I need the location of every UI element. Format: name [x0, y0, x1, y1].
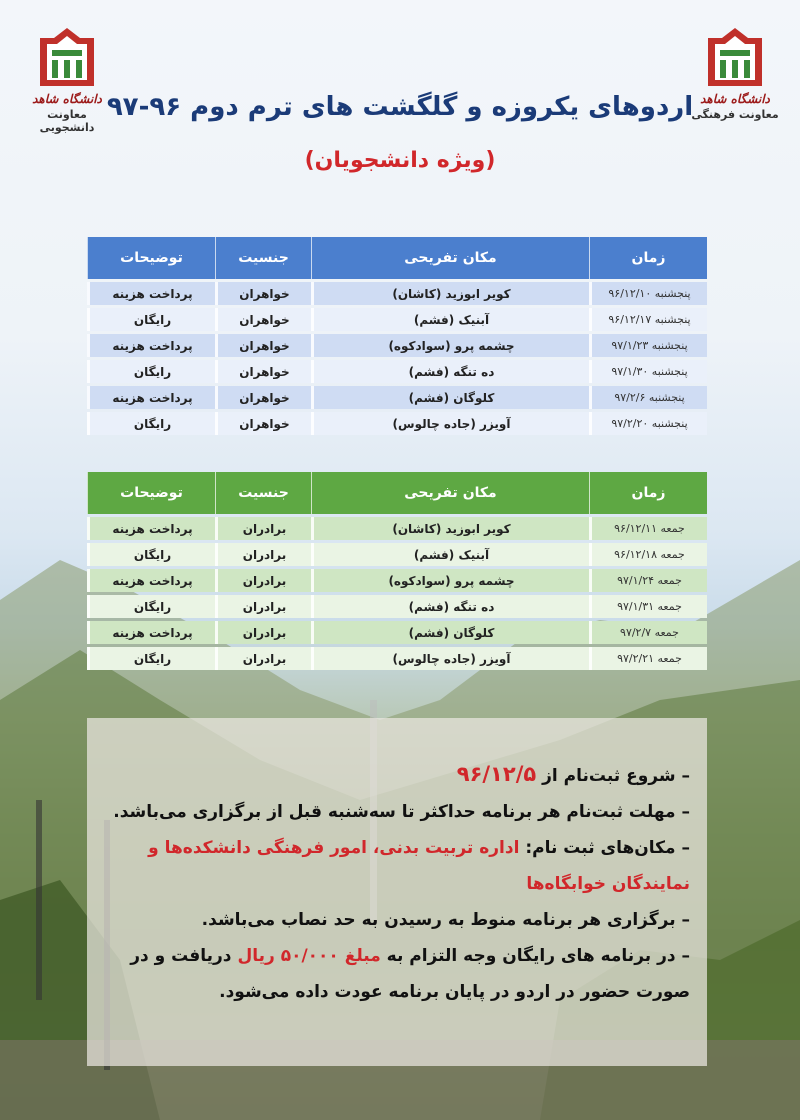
cell-date: پنجشنبه ۹۷/۲/۶ — [589, 386, 707, 409]
note-text: دریافت و در صورت حضور در اردو در پایان برنامه عودت داده می‌شود. — [130, 946, 690, 1002]
cell-notes: پرداخت هزینه — [87, 569, 215, 592]
cell-notes: پرداخت هزینه — [87, 334, 215, 357]
university-emblem-icon — [32, 26, 102, 88]
cell-date: جمعه ۹۶/۱۲/۱۸ — [589, 543, 707, 566]
header-place: مکان تفریحی — [311, 237, 589, 279]
cell-place: کلوگان (فشم) — [311, 386, 589, 409]
cell-gender: برادران — [215, 569, 311, 592]
header-notes: توضیحات — [87, 472, 215, 514]
logo-student-affairs — [22, 26, 112, 134]
cell-gender: برادران — [215, 647, 311, 670]
cell-place: آبنیک (فشم) — [311, 543, 589, 566]
table-row — [87, 282, 707, 305]
cell-place: کلوگان (فشم) — [311, 621, 589, 644]
cell-place: آویزر (جاده چالوس) — [311, 412, 589, 435]
note-quorum — [100, 902, 690, 938]
cell-place: کویر ابوزید (کاشان) — [311, 282, 589, 305]
logo-university-name: دانشگاه شاهد — [700, 92, 770, 106]
cell-place: آویزر (جاده چالوس) — [311, 647, 589, 670]
cell-date: پنجشنبه ۹۶/۱۲/۱۰ — [589, 282, 707, 305]
cell-gender: خواهران — [215, 360, 311, 383]
header-gender: جنسیت — [215, 237, 311, 279]
note-text: – در برنامه های رایگان وجه التزام به — [380, 946, 690, 966]
note-registration-start — [100, 756, 690, 794]
cell-notes: رایگان — [87, 595, 215, 618]
cell-place: کویر ابوزید (کاشان) — [311, 517, 589, 540]
note-registration-deadline — [100, 794, 690, 830]
brothers-schedule-table — [87, 469, 707, 673]
cell-date: جمعه ۹۷/۱/۲۴ — [589, 569, 707, 592]
table-row — [87, 334, 707, 357]
cell-gender: برادران — [215, 595, 311, 618]
cell-notes: رایگان — [87, 360, 215, 383]
table-row — [87, 386, 707, 409]
university-emblem-icon — [700, 26, 770, 88]
cell-date: پنجشنبه ۹۷/۱/۳۰ — [589, 360, 707, 383]
table-header-row — [87, 472, 707, 514]
cell-place: ده تنگه (فشم) — [311, 360, 589, 383]
cell-notes: پرداخت هزینه — [87, 386, 215, 409]
cell-place: چشمه پرو (سوادکوه) — [311, 569, 589, 592]
cell-notes: رایگان — [87, 308, 215, 331]
cell-notes: پرداخت هزینه — [87, 621, 215, 644]
cell-gender: خواهران — [215, 308, 311, 331]
table-row — [87, 308, 707, 331]
cell-gender: خواهران — [215, 334, 311, 357]
notes-list — [100, 756, 690, 1010]
note-text: – شروع ثبت‌نام از — [536, 766, 690, 786]
cell-notes: رایگان — [87, 647, 215, 670]
cell-gender: خواهران — [215, 386, 311, 409]
note-places-highlight: اداره تربیت بدنی، امور فرهنگی دانشکده‌ها و نمایندگان خوابگاه‌ها — [148, 838, 690, 894]
logo-cultural-affairs — [690, 26, 780, 121]
table-row — [87, 569, 707, 592]
note-text: – مهلت ثبت‌نام هر برنامه حداکثر تا سه‌شنبه قبل از برگزاری می‌باشد. — [113, 802, 690, 822]
note-deposit — [100, 938, 690, 1010]
logo-caption: معاونت دانشجویی — [39, 108, 95, 134]
header-notes: توضیحات — [87, 237, 215, 279]
header-date: زمان — [589, 472, 707, 514]
page-title: اردوهای یکروزه و گلگشت های ترم دوم ۹۶-۹۷ — [106, 92, 694, 122]
cell-date: پنجشنبه ۹۷/۱/۲۳ — [589, 334, 707, 357]
cell-notes: پرداخت هزینه — [87, 517, 215, 540]
table-row — [87, 517, 707, 540]
note-text: – برگزاری هر برنامه منوط به رسیدن به حد نصاب می‌باشد. — [201, 910, 690, 930]
cell-notes: رایگان — [87, 543, 215, 566]
cell-date: پنجشنبه ۹۶/۱۲/۱۷ — [589, 308, 707, 331]
table-row — [87, 595, 707, 618]
note-text: – مکان‌های ثبت نام: — [519, 838, 690, 858]
table-row — [87, 621, 707, 644]
logo-university-name: دانشگاه شاهد — [32, 92, 102, 106]
cell-gender: برادران — [215, 621, 311, 644]
cell-date: جمعه ۹۷/۱/۳۱ — [589, 595, 707, 618]
cell-gender: برادران — [215, 543, 311, 566]
cell-gender: برادران — [215, 517, 311, 540]
cell-place: آبنیک (فشم) — [311, 308, 589, 331]
page-subtitle: (ویژه دانشجویان) — [304, 148, 496, 173]
cell-date: جمعه ۹۶/۱۲/۱۱ — [589, 517, 707, 540]
cell-place: ده تنگه (فشم) — [311, 595, 589, 618]
cell-place: چشمه پرو (سوادکوه) — [311, 334, 589, 357]
cell-date: جمعه ۹۷/۲/۷ — [589, 621, 707, 644]
header-date: زمان — [589, 237, 707, 279]
note-registration-places — [100, 830, 690, 902]
table-row — [87, 543, 707, 566]
table-row — [87, 360, 707, 383]
header-place: مکان تفریحی — [311, 472, 589, 514]
cell-date: پنجشنبه ۹۷/۲/۲۰ — [589, 412, 707, 435]
cell-notes: رایگان — [87, 412, 215, 435]
logo-caption: معاونت فرهنگی — [691, 108, 779, 121]
table-row — [87, 412, 707, 435]
cell-notes: پرداخت هزینه — [87, 282, 215, 305]
cell-gender: خواهران — [215, 412, 311, 435]
table-row — [87, 647, 707, 670]
note-deposit-amount: مبلغ ۵۰/۰۰۰ ریال — [237, 946, 381, 966]
note-start-date: ۹۶/۱۲/۵ — [456, 762, 537, 786]
cell-gender: خواهران — [215, 282, 311, 305]
header-gender: جنسیت — [215, 472, 311, 514]
sisters-schedule-table — [87, 234, 707, 438]
cell-date: جمعه ۹۷/۲/۲۱ — [589, 647, 707, 670]
table-header-row — [87, 237, 707, 279]
